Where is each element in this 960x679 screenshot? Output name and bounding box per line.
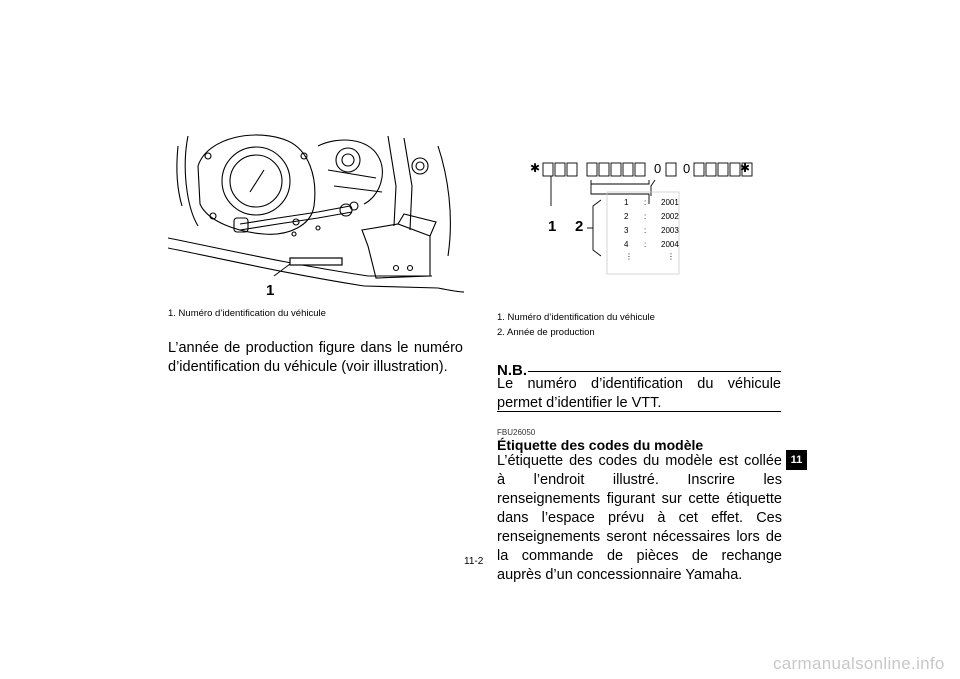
year-code-table: 1 : 2001 2 : 2002 3 : 2003 4 : 2004 ⋮ ⋮ <box>624 198 679 261</box>
vin-end-asterisk: ✱ <box>740 161 751 175</box>
figure-caption-right-1: 1. Numéro d’identification du véhicule <box>497 312 655 323</box>
illustration-callout-1: 1 <box>266 282 275 299</box>
vin-start-asterisk: ✱ <box>530 161 541 175</box>
section-title: Étiquette des codes du modèle <box>497 437 704 453</box>
section-code: FBU26050 <box>497 428 536 437</box>
note-top-rule <box>528 371 781 372</box>
page-number: 11-2 <box>464 556 484 567</box>
vin-char-0b: 0 <box>683 161 691 176</box>
note-text: Le numéro d’identification du véhicule permet d’identifier le VTT. <box>497 376 781 411</box>
production-year-paragraph: L’année de production figure dans le numéro d’identification du véhicule (voir illustration). <box>168 340 463 375</box>
section-text: L’étiquette des codes du modèle est collée à l’endroit illustré. Inscrire les renseignements figurant sur cette étiquette dans l’espace prévu à cet effet. Ces renseignements seront nécessaires lors de la commande de pièces de rechange auprès d’un concessionnaire Yamaha. <box>497 453 782 583</box>
figure-caption-right-2: 2. Année de production <box>497 327 595 338</box>
note-bottom-rule <box>497 411 781 412</box>
note-title: N.B. <box>497 362 527 379</box>
vin-callout-2: 2 <box>575 218 584 235</box>
chapter-tab: 11 <box>786 450 807 470</box>
engine-illustration <box>168 126 464 298</box>
vin-char-0a: 0 <box>654 161 662 176</box>
vin-callout-1: 1 <box>548 218 557 235</box>
figure-caption-left: 1. Numéro d’identification du véhicule <box>168 308 326 319</box>
watermark: carmanualsonline.info <box>773 654 945 673</box>
